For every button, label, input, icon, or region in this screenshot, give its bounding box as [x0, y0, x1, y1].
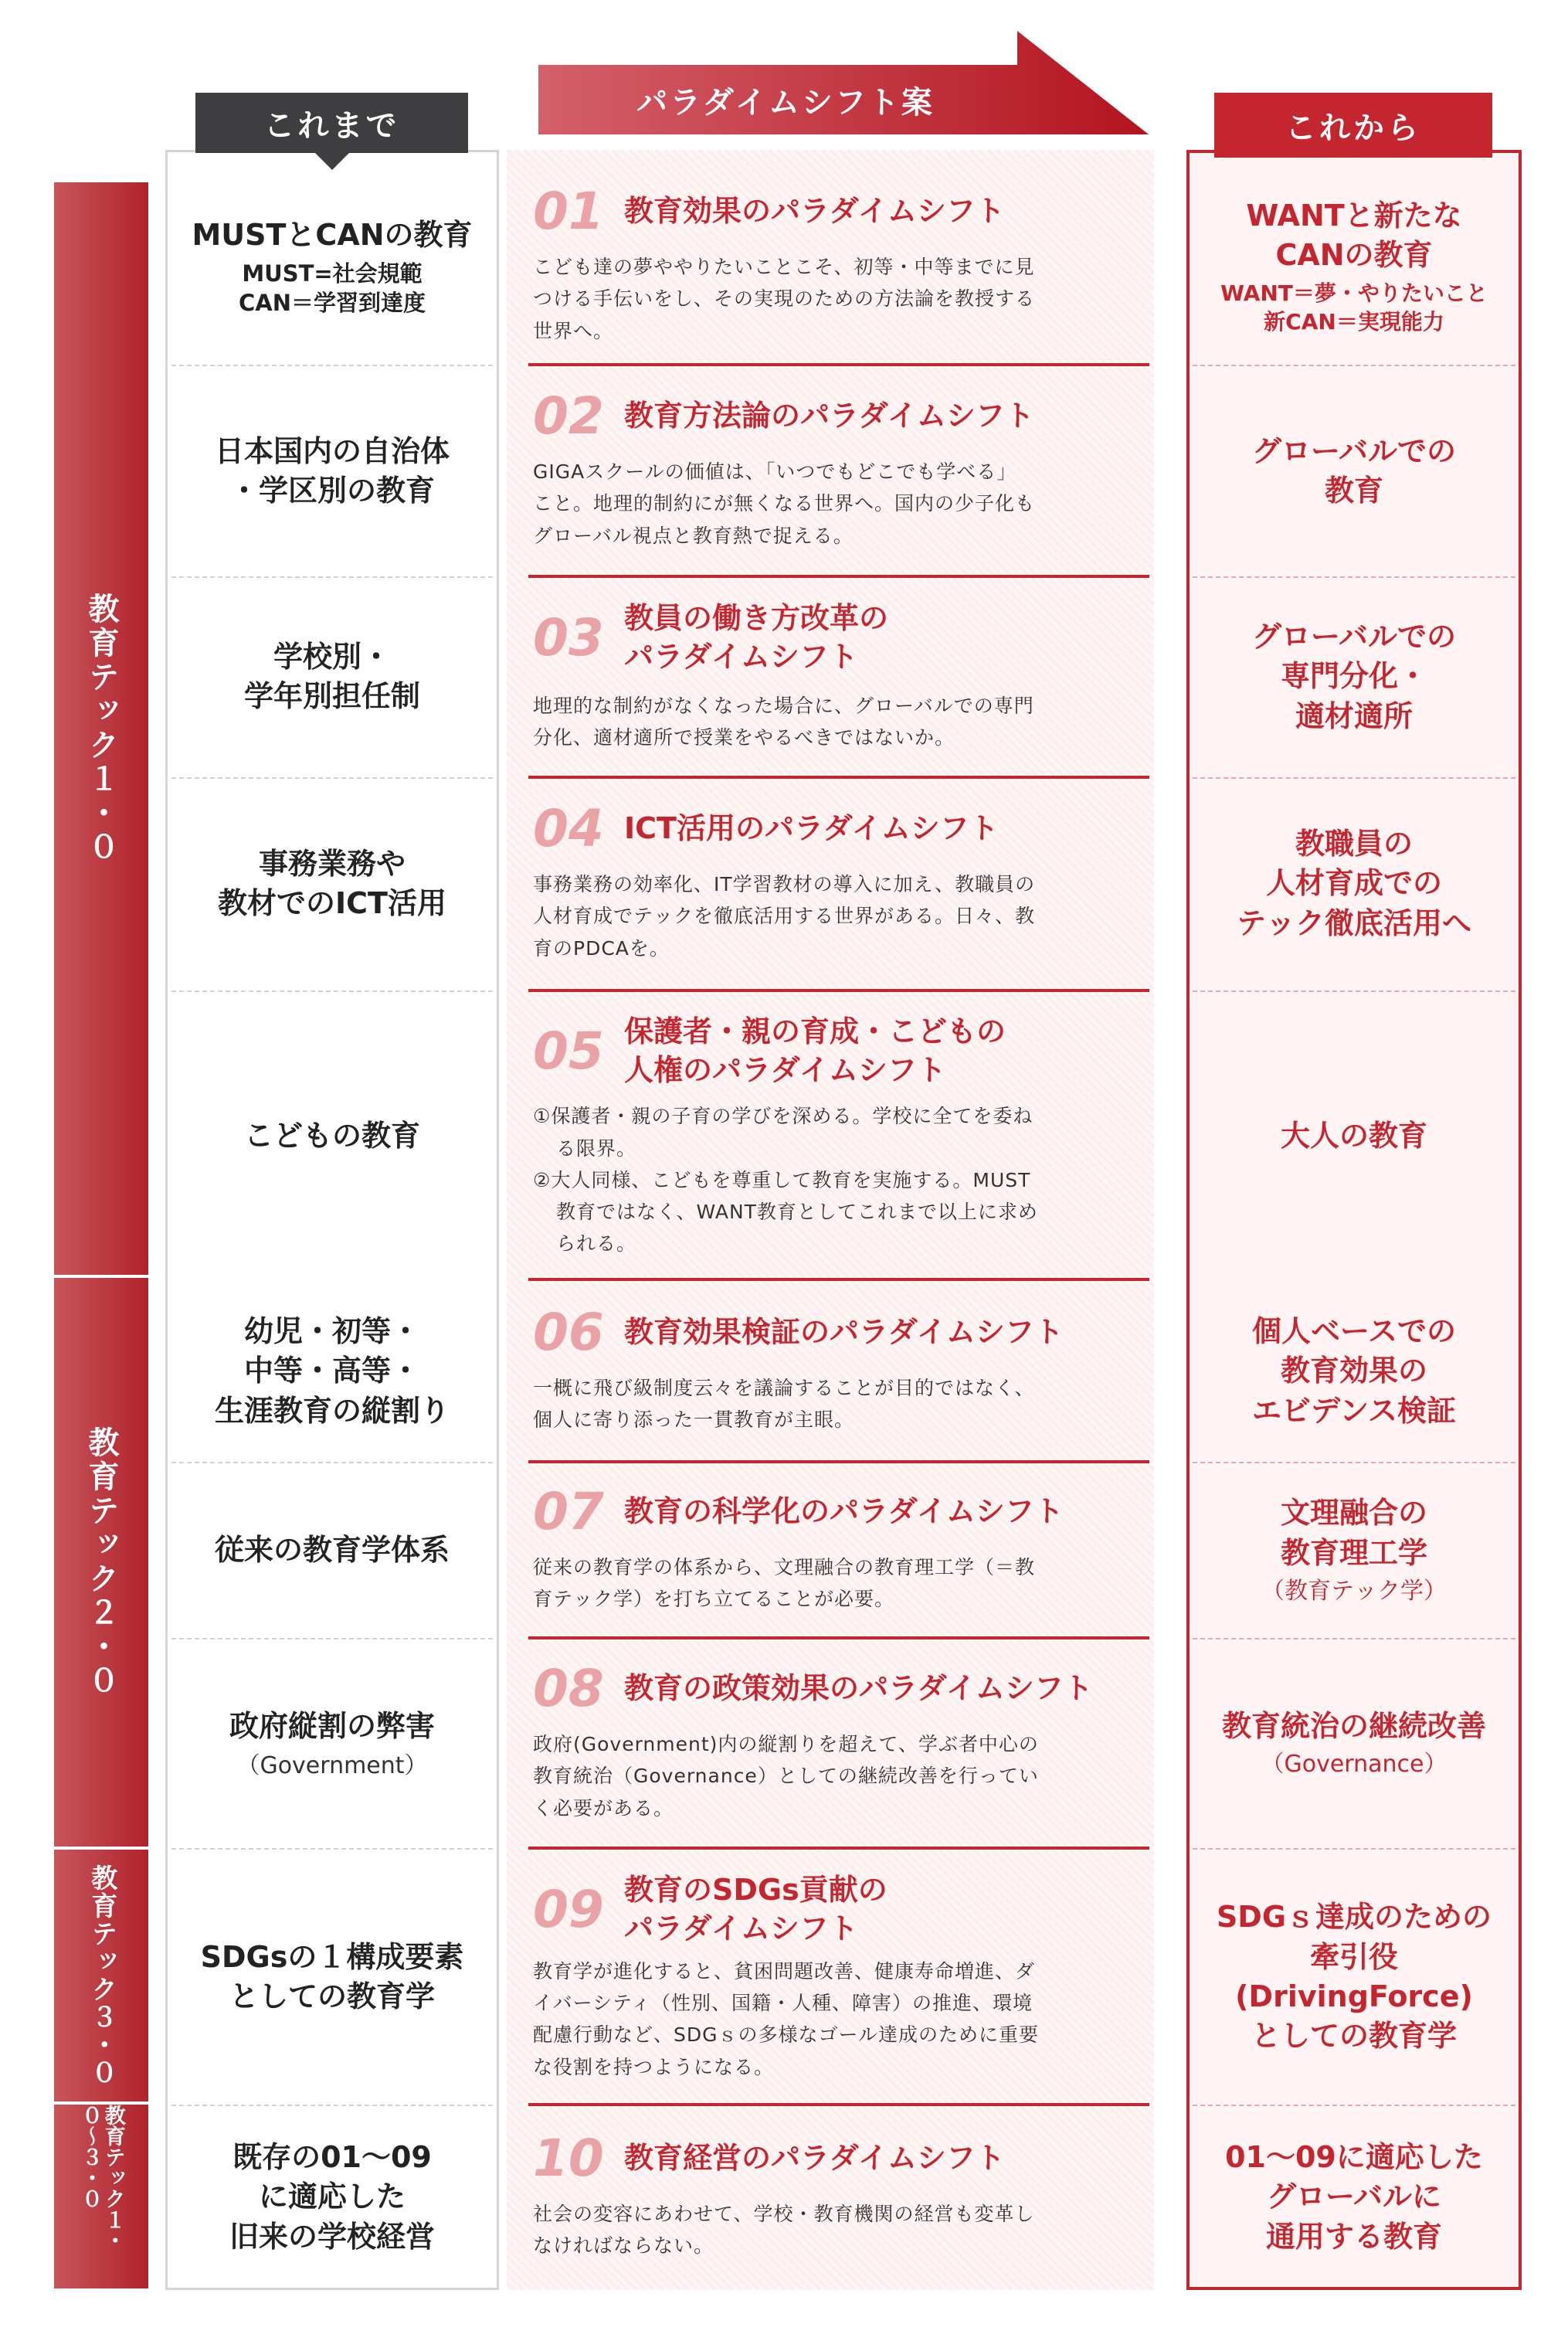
before-cell: [171, 1851, 493, 2103]
shift-cell: [533, 2108, 1151, 2287]
shift-description: 事務業務の効率化、IT学習教材の導入に加え、教職員の 人材育成でテックを徹底活用する世界がある。日々、教 育のPDCAを。: [533, 873, 1036, 960]
divider: [528, 575, 1149, 578]
after-sub: WANT＝夢・やりたいこと 新CAN＝実現能力: [1220, 280, 1488, 335]
after-cell: [1193, 368, 1515, 575]
divider: [1193, 1848, 1515, 1850]
divider: [1193, 365, 1515, 366]
shift-number: 01: [533, 182, 604, 242]
before-cell: [171, 994, 493, 1279]
after-cell: [1193, 994, 1515, 1279]
era-label: 教育テック１・０: [83, 593, 119, 865]
before-cell: [171, 780, 493, 987]
shift-number: 03: [533, 607, 604, 668]
after-title: 個人ベースでの 教育効果の エビデンス検証: [1251, 1314, 1457, 1428]
before-title: 学校別・ 学年別担任制: [243, 639, 420, 713]
table-row: [0, 994, 1568, 1279]
after-title: 教職員の 人材育成での テック徹底活用へ: [1236, 827, 1471, 940]
shift-description: 一概に飛び級制度云々を議論することが目的ではなく、 個人に寄り添った一貫教育が主眼。: [533, 1376, 1035, 1431]
divider: [528, 1460, 1149, 1463]
after-title: 01〜09に適応した グローバルに 通用する教育: [1225, 2140, 1483, 2254]
after-cell: [1193, 780, 1515, 987]
after-title: グローバルでの 専門分化・ 適材適所: [1251, 620, 1457, 733]
era-label: 教育テック２・０: [83, 1426, 119, 1698]
after-title: 教育統治の継続改善: [1221, 1709, 1486, 1744]
table-row: [0, 368, 1568, 575]
shift-title: 教育効果検証のパラダイムシフト: [624, 1315, 1064, 1350]
shift-title: 教育効果のパラダイムシフト: [624, 194, 1005, 229]
table-row: [0, 780, 1568, 987]
divider: [528, 1278, 1149, 1281]
shift-title: 教員の働き方改革の パラダイムシフト: [624, 601, 889, 674]
shift-description: GIGAスクールの価値は、「いつでもどこでも学べる」 こと。地理的制約にが無くなる世界へ。国内の少子化も グローバル視点と教育熱で捉える。: [533, 460, 1036, 547]
shift-cell: [533, 994, 1151, 1279]
shift-number: 10: [533, 2128, 604, 2188]
before-cell: [171, 1641, 493, 1847]
divider: [528, 363, 1149, 366]
table-row: [0, 1283, 1568, 1460]
header-after-label: これから: [1285, 110, 1421, 146]
divider: [1193, 1638, 1515, 1639]
shift-number: 08: [533, 1659, 604, 1719]
divider: [528, 2103, 1149, 2106]
divider: [171, 576, 493, 578]
shift-cell: [533, 170, 1151, 363]
shift-title: 教育方法論のパラダイムシフト: [624, 399, 1034, 433]
after-title: 大人の教育: [1280, 1119, 1427, 1154]
shift-cell: [533, 1465, 1151, 1636]
before-cell: [171, 368, 493, 575]
divider: [1193, 777, 1515, 779]
before-cell: [171, 1465, 493, 1636]
after-cell: [1193, 579, 1515, 774]
before-title: 事務業務や 教材でのICT活用: [218, 846, 446, 920]
divider: [528, 776, 1149, 779]
shift-list: [533, 1100, 1120, 1259]
after-cell: [1193, 1283, 1515, 1460]
divider: [171, 1462, 493, 1463]
shift-title: ICT活用のパラダイムシフト: [624, 811, 999, 846]
after-cell: [1193, 2108, 1515, 2287]
after-cell: [1193, 1641, 1515, 1847]
before-cell: [171, 579, 493, 774]
before-title: MUSTとCANの教育: [192, 217, 473, 252]
table-row: [0, 1851, 1568, 2103]
divider: [171, 990, 493, 992]
after-title: WANTと新たな CANの教育: [1246, 198, 1462, 273]
divider: [171, 777, 493, 779]
divider: [528, 1847, 1149, 1850]
divider: [171, 1638, 493, 1639]
after-note: （教育テック学）: [1261, 1578, 1447, 1605]
list-item: ①保護者・親の子育の学びを深める。学校に全てを委ね る限界。: [533, 1105, 1033, 1160]
shift-description: こども達の夢ややりたいことこそ、初等・中等までに見 つける手伝いをし、その実現のための方法論を教授する 世界へ。: [533, 256, 1036, 342]
shift-number: 02: [533, 386, 604, 447]
before-title: SDGsの１構成要素 としての教育学: [200, 1939, 464, 2013]
shift-description: 従来の教育学の体系から、文理融合の教育理工学（＝教 育テック学）を打ち立てることが必要。: [533, 1555, 1036, 1610]
shift-description: 教育学が進化すると、貧困問題改善、健康寿命増進、ダ イバーシティ（性別、国籍・人種、障害）の推進、環境 配慮行動など、SDGｓの多様なゴール達成のために重要 な役割を持つようになる。: [533, 1959, 1039, 2078]
list-item: ②大人同様、こどもを尊重して教育を実施する。MUST 教育ではなく、WANT教育としてこれまで以上に求め られる。: [533, 1168, 1038, 1255]
header-after: [1214, 93, 1492, 158]
before-cell: [171, 2108, 493, 2287]
before-title: 幼児・初等・ 中等・高等・ 生涯教育の縦割り: [214, 1314, 450, 1428]
before-title: 日本国内の自治体 ・学区別の教育: [214, 433, 450, 508]
table-row: [0, 1465, 1568, 1636]
shift-cell: [533, 780, 1151, 987]
table-row: [0, 1641, 1568, 1847]
divider: [1193, 576, 1515, 578]
header-shift-label: パラダイムシフト案: [636, 84, 935, 121]
header-before-label: これまで: [263, 107, 400, 144]
after-cell: [1193, 1465, 1515, 1636]
shift-number: 05: [533, 1021, 604, 1081]
before-note: （Government）: [236, 1752, 428, 1780]
shift-title: 保護者・親の育成・こどもの 人権のパラダイムシフト: [624, 1014, 1006, 1087]
shift-number: 04: [533, 799, 604, 859]
header-before: [195, 93, 468, 153]
after-title: 文理融合の 教育理工学: [1280, 1496, 1427, 1570]
shift-cell: [533, 1851, 1151, 2103]
shift-cell: [533, 368, 1151, 575]
divider: [528, 1636, 1149, 1639]
before-title: こどもの教育: [243, 1119, 420, 1154]
divider: [171, 2105, 493, 2106]
era-label: 教育テック３・０: [86, 1864, 117, 2087]
header-shift-arrow: [538, 31, 1149, 134]
shift-title: 教育の科学化のパラダイムシフト: [624, 1494, 1064, 1529]
before-cell: [171, 1283, 493, 1460]
shift-cell: [533, 1283, 1151, 1460]
table-row: [0, 170, 1568, 363]
before-cell: [171, 170, 493, 363]
table-row: [0, 2108, 1568, 2287]
divider: [528, 989, 1149, 992]
shift-description: 政府(Government)内の縦割りを超えて、学ぶ者中心の 教育統治（Governance）としての継続改善を行ってい く必要がある。: [533, 1733, 1039, 1819]
divider: [171, 1848, 493, 1850]
shift-description: 地理的な制約がなくなった場合に、グローバルでの専門 分化、適材適所で授業をやるべきではないか。: [533, 695, 1034, 749]
divider: [1193, 990, 1515, 992]
after-cell: [1193, 170, 1515, 363]
after-title: SDGｓ達成のための 牽引役(DrivingForce) としての教育学: [1216, 1900, 1492, 2054]
before-title: 政府縦割の弊害: [229, 1708, 435, 1743]
before-sub: MUST=社会規範 CAN＝学習到達度: [239, 260, 426, 316]
divider: [1193, 1462, 1515, 1463]
divider: [171, 365, 493, 366]
shift-number: 06: [533, 1302, 604, 1362]
after-cell: [1193, 1851, 1515, 2103]
shift-cell: [533, 1641, 1151, 1847]
after-title: グローバルでの 教育: [1251, 433, 1457, 508]
shift-description: 社会の変容にあわせて、学校・教育機関の経営も変革し なければならない。: [533, 2202, 1035, 2257]
after-note: （Governance）: [1261, 1751, 1448, 1779]
before-title: 従来の教育学体系: [214, 1533, 450, 1568]
before-title: 既存の01〜09 に適応した 旧来の学校経営: [229, 2140, 435, 2254]
shift-number: 07: [533, 1481, 604, 1541]
shift-cell: [533, 579, 1151, 774]
table-row: [0, 579, 1568, 774]
shift-title: 教育経営のパラダイムシフト: [624, 2141, 1005, 2176]
shift-number: 09: [533, 1879, 604, 1939]
divider: [1193, 2105, 1515, 2106]
shift-title: 教育の政策効果のパラダイムシフト: [624, 1671, 1093, 1706]
shift-title: 教育のSDGs貢献の パラダイムシフト: [624, 1873, 888, 1945]
era-label: 教育テック１・０〜３・０: [78, 2105, 125, 2251]
